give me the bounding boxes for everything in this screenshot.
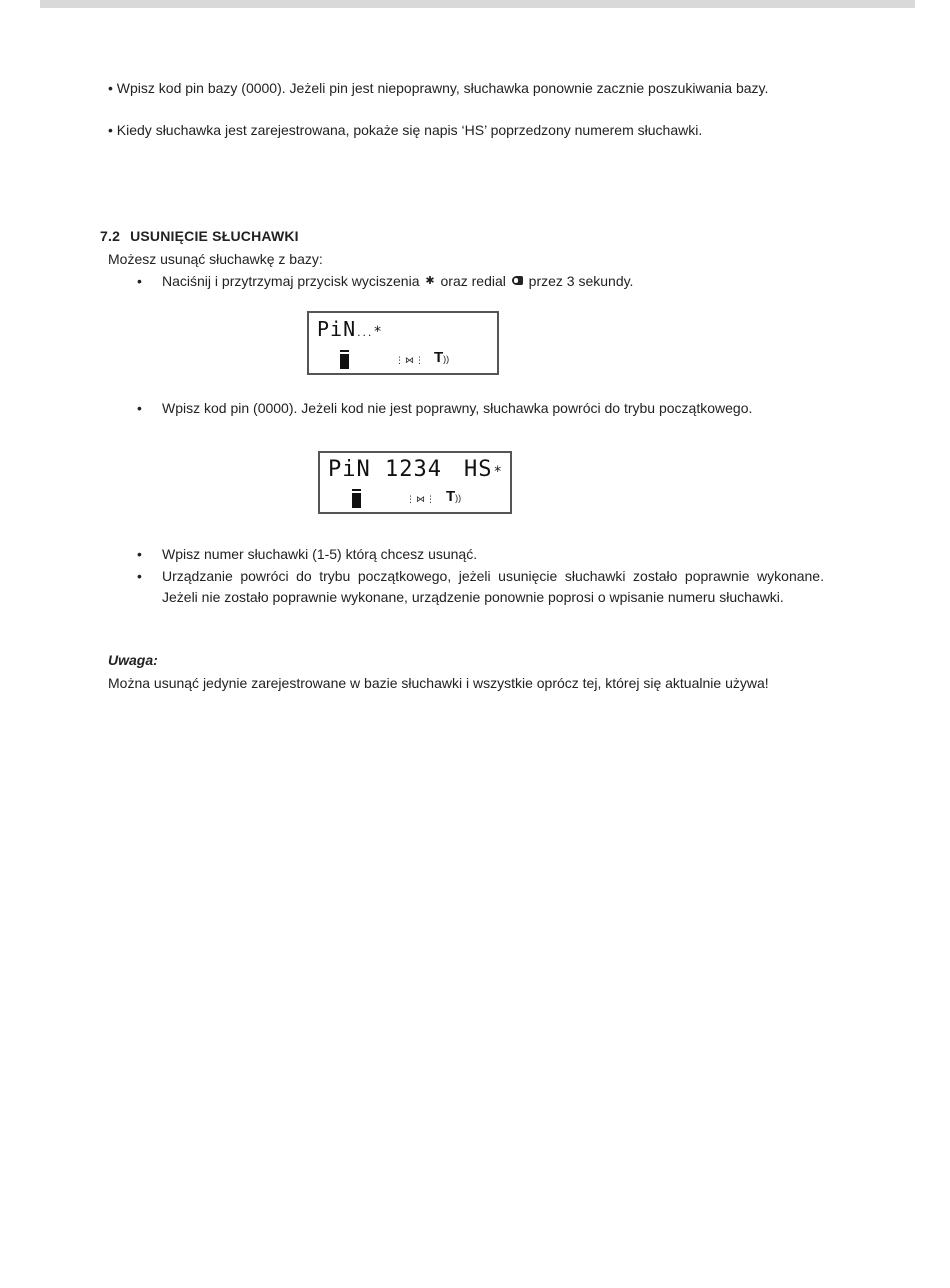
section-title: USUNIĘCIE SŁUCHAWKI	[130, 228, 299, 244]
antenna-waves: ))	[455, 493, 462, 503]
lcd-hs-label: HS	[463, 457, 493, 482]
mute-icon: ⋮⋈⋮	[395, 355, 425, 365]
bullet-marker: •	[137, 568, 142, 584]
antenna-waves: ))	[443, 354, 450, 364]
lcd-sub-dots: ...	[356, 329, 373, 339]
bullet-enter-handset-number: Wpisz numer słuchawki (1-5) którą chcesz usunąć.	[162, 546, 478, 562]
bullet-enter-pin: Wpisz kod pin (0000). Jeżeli kod nie jest poprawny, słuchawka powróci do trybu początkowego.	[162, 400, 753, 416]
lcd-status-row	[320, 489, 510, 509]
antenna-glyph: T	[434, 349, 444, 366]
mute-icon: ⋮⋈⋮	[406, 494, 436, 504]
bullet-marker: •	[137, 273, 142, 289]
lcd-display-pin-entered	[318, 451, 512, 514]
bullet-text-before: Naciśnij i przytrzymaj przycisk wyciszenia	[162, 273, 420, 289]
bullet-text-middle: oraz redial	[440, 273, 506, 289]
bullet-marker: •	[137, 546, 142, 562]
bullet-marker: •	[137, 400, 142, 416]
lcd-top-row	[317, 317, 383, 341]
antenna-signal-icon	[434, 349, 449, 366]
lcd-status-row	[309, 349, 497, 369]
bullet-press-hold	[162, 271, 824, 292]
battery-icon	[352, 491, 361, 508]
bullet-text-after: przez 3 sekundy.	[528, 273, 634, 289]
lcd-top-row	[328, 457, 503, 482]
note-text: Można usunąć jedynie zarejestrowane w bazie słuchawki i wszystkie oprócz tej, której się aktualnie używa!	[108, 675, 769, 691]
intro-paragraph-2: • Kiedy słuchawka jest zarejestrowana, pokaże się napis ‘HS’ poprzedzony numerem słuchawki.	[108, 122, 703, 138]
antenna-signal-icon	[446, 488, 461, 505]
asterisk-icon: ✱	[425, 275, 435, 287]
section-number: 7.2	[100, 228, 121, 244]
antenna-glyph: T	[446, 488, 456, 505]
lcd-pin-value: PiN 1234	[328, 457, 442, 482]
lcd-pin-text: PiN	[317, 317, 357, 341]
redial-icon	[512, 276, 523, 285]
note-title: Uwaga:	[108, 652, 158, 668]
section-lead: Możesz usunąć słuchawkę z bazy:	[108, 251, 323, 267]
lcd-star-icon: *	[493, 464, 503, 480]
section-heading	[100, 228, 299, 244]
lcd-star-icon: *	[373, 324, 383, 340]
lcd-display-pin-prompt	[307, 311, 499, 375]
battery-icon	[340, 352, 349, 369]
intro-paragraph-1: • Wpisz kod pin bazy (0000). Jeżeli pin jest niepoprawny, słuchawka ponownie zacznie poszukiwania bazy.	[108, 80, 769, 96]
bullet-return-initial: Urządzanie powróci do trybu początkowego, jeżeli usunięcie słuchawki zostało poprawnie wykonane. Jeżeli nie zostało poprawnie wykonane, urządzenie ponownie poprosi o wpisanie numeru słuchawki.	[162, 568, 824, 605]
